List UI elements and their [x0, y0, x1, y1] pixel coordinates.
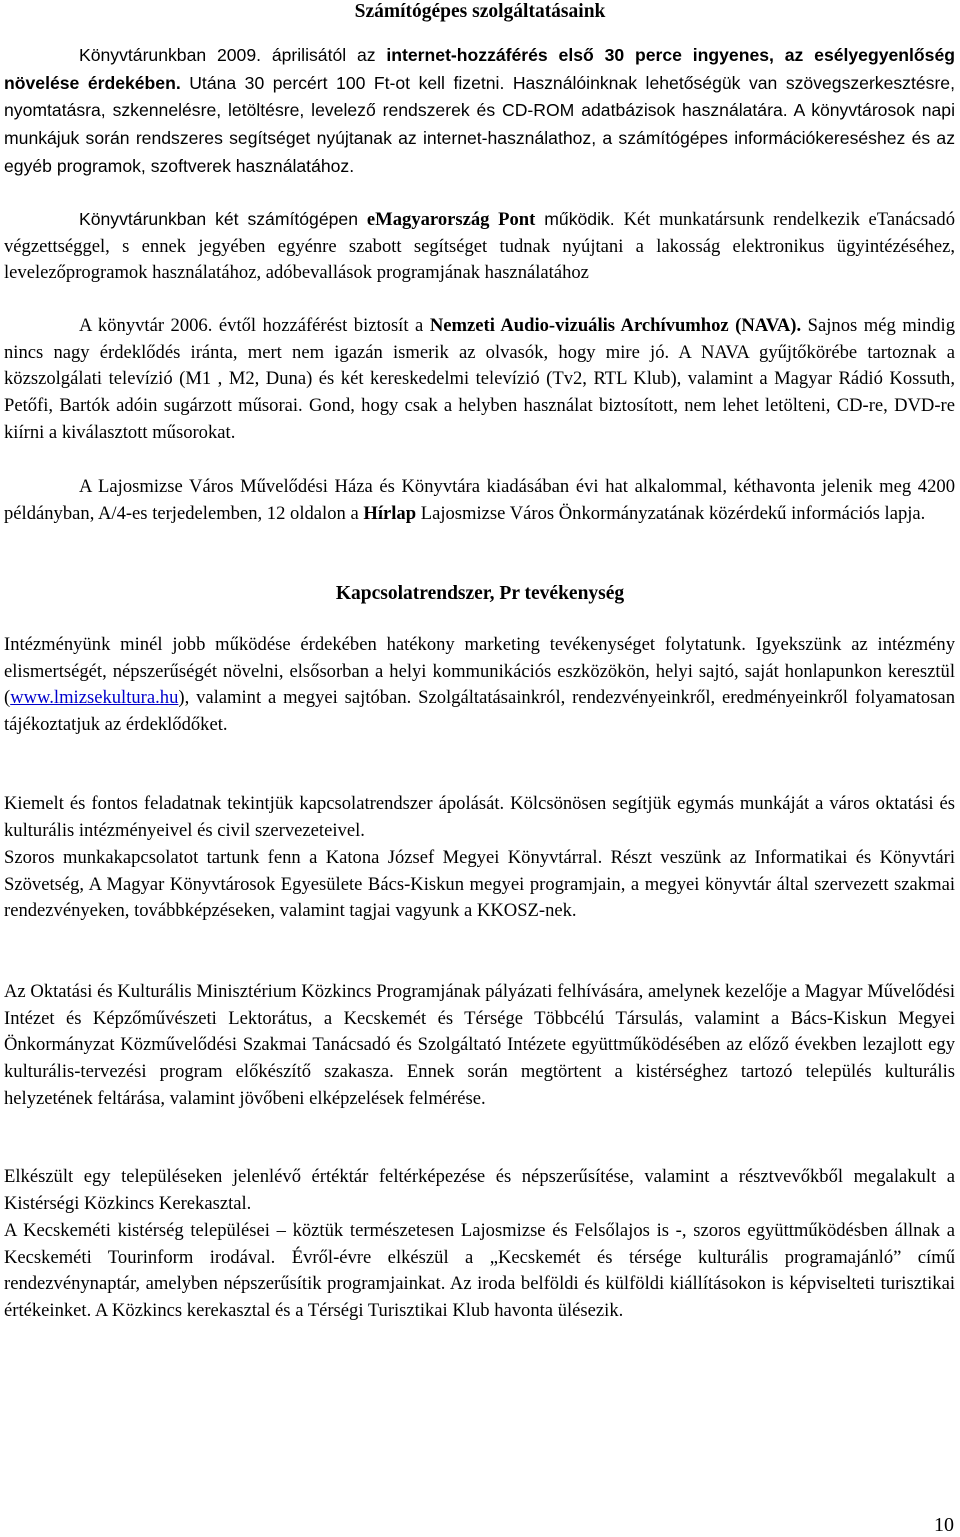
paragraph-tourinform: A Kecskeméti kistérség települései – köztük természetesen Lajosmizse és Felsőlajos is -, szoros együttműködésben állnak a Kecskeméti Tourinform irodával. Évről-évre elkészül a „Kecskemét és térsége kulturális programajánló” című rendezvénynaptár, amelyben népszerűsítik programjainkat. Az iroda belföldi és külföldi kiállításokon is képviselteti turisztikai értékeinket. A Közkincs kerekasztal és a Térségi Turisztikai Klub havonta ülésezik.: [4, 1220, 955, 1322]
page-number: 10: [934, 1514, 954, 1536]
paragraph-relations: Kiemelt és fontos feladatnak tekintjük kapcsolatrendszer ápolását. Kölcsönösen segítjük egymás munkáját a város oktatási és kulturális intézményeivel és civil szervezeteivel.: [4, 793, 955, 841]
paragraph-internet-access: Könyvtárunkban 2009. áprilisától az internet-hozzáférés első 30 perce ingyenes, az esélyegyenlőség növelése érdekében. Utána 30 percért 100 Ft-ot kell fizetni. Használóinknak lehetőségük van szövegszerkesztésre, nyomtatásra, szkennelésre, letöltésre, levelező rendszerek és CD-ROM adatbázisok használatára. A könyvtárosok napi munkájuk során rendszeres segítséget nyújtanak az internet-használathoz, a számítógépes információkereséshez és az egyéb programok, szoftverek használatához.: [4, 45, 955, 176]
website-link[interactable]: www.lmizsekultura.hu: [10, 687, 179, 709]
section-title-pr: Kapcsolatrendszer, Pr tevékenység: [335, 583, 625, 604]
paragraph-katona-jozsef: Szoros munkakapcsolatot tartunk fenn a Katona József Megyei Könyvtárral. Részt veszünk az Informatikai és Könyvtári Szövetség, A Magyar Könyvtárosok Egyesülete Bács-Kiskun megyei programjain, a megyei könyvtár által szervezett szakmai rendezvényeken, továbbképzéseken, valamint tagjai vagyunk a KKOSZ-nek.: [4, 847, 955, 922]
paragraph-marketing: Intézményünk minél jobb működése érdekében hatékony marketing tevékenységet folytatunk. Igyekszünk az intézmény elismertségét, népszerűségét növelni, elsősorban a helyi kommunikációs eszközökön, helyi sajtó, saját honlapunkon keresztül (www.lmizsekultura.hu), valamint a megyei sajtóban. Szolgáltatásainkról, rendezvényeinkről, eredményeinkről folyamatosan tájékoztatjuk az érdeklődőket.: [4, 634, 955, 736]
paragraph-kozkincs-program: Az Oktatási és Kulturális Minisztérium Közkincs Programjának pályázati felhívására, amelynek kezelője a Magyar Művelődési Intézet és Képzőművészeti Lektorátus, a Kecskemét és Térsége Többcélú Társulás, valamint a Bács-Kiskun Megyei Önkormányzat Közművelődési Szakmai Tanácsadó és Szolgáltató Intézete együttműködésében az előző években lezajlott egy kulturális-tervezési program előkészítő szakasza. Ennek során megtörtent a kistérséghez tartozó település kulturális helyzetének feltárása, valamint jövőbeni elképzelések felmérése.: [4, 981, 955, 1109]
paragraph-ertektar: Elkészült egy településeken jelenlévő értéktár feltérképezése és népszerűsítése, valamint a résztvevőkből megalakult a Kistérségi Közkincs Kerekasztal.: [4, 1166, 955, 1214]
section-title-computer-services: Számítógépes szolgáltatásaink: [354, 1, 606, 22]
paragraph-emagyarorszag: Könyvtárunkban két számítógépen eMagyarország Pont működik. Két munkatársunk rendelkezik eTanácsadó végzettséggel, s ennek jegyében egyénre szabott segítséget tudnak nyújtani a lakosság elektronikus ügyintézéséhez, levelezőprogramok használatához, adóbevallások programjának használatához: [4, 209, 956, 284]
paragraph-nava: A könyvtár 2006. évtől hozzáférést biztosít a Nemzeti Audio-vizuális Archívumhoz (NAVA). Sajnos még mindig nincs nagy érdeklődés iránta, mert nem igazán ismerik az olvasók, hogy mire jó. A NAVA gyűjtőkörébe tartoznak a közszolgálati televízió (M1 , M2, Duna) és két kereskedelmi televízió (Tv2, RTL Klub), valamint a Magyar Rádió Kossuth, Petőfi, Bartók adóin sugárzott műsorai. Gond, hogy csak a helyben használat biztosított, nem lehet letölteni, CD-re, DVD-re kiírni a kiválasztott műsorokat.: [4, 315, 955, 443]
paragraph-hirlap: A Lajosmizse Város Művelődési Háza és Könyvtára kiadásában évi hat alkalommal, kéthavonta jelenik meg 4200 példányban, A/4-es terjedelemben, 12 oldalon a Hírlap Lajosmizse Város Önkormányzatának közérdekű információs lapja.: [4, 476, 955, 524]
